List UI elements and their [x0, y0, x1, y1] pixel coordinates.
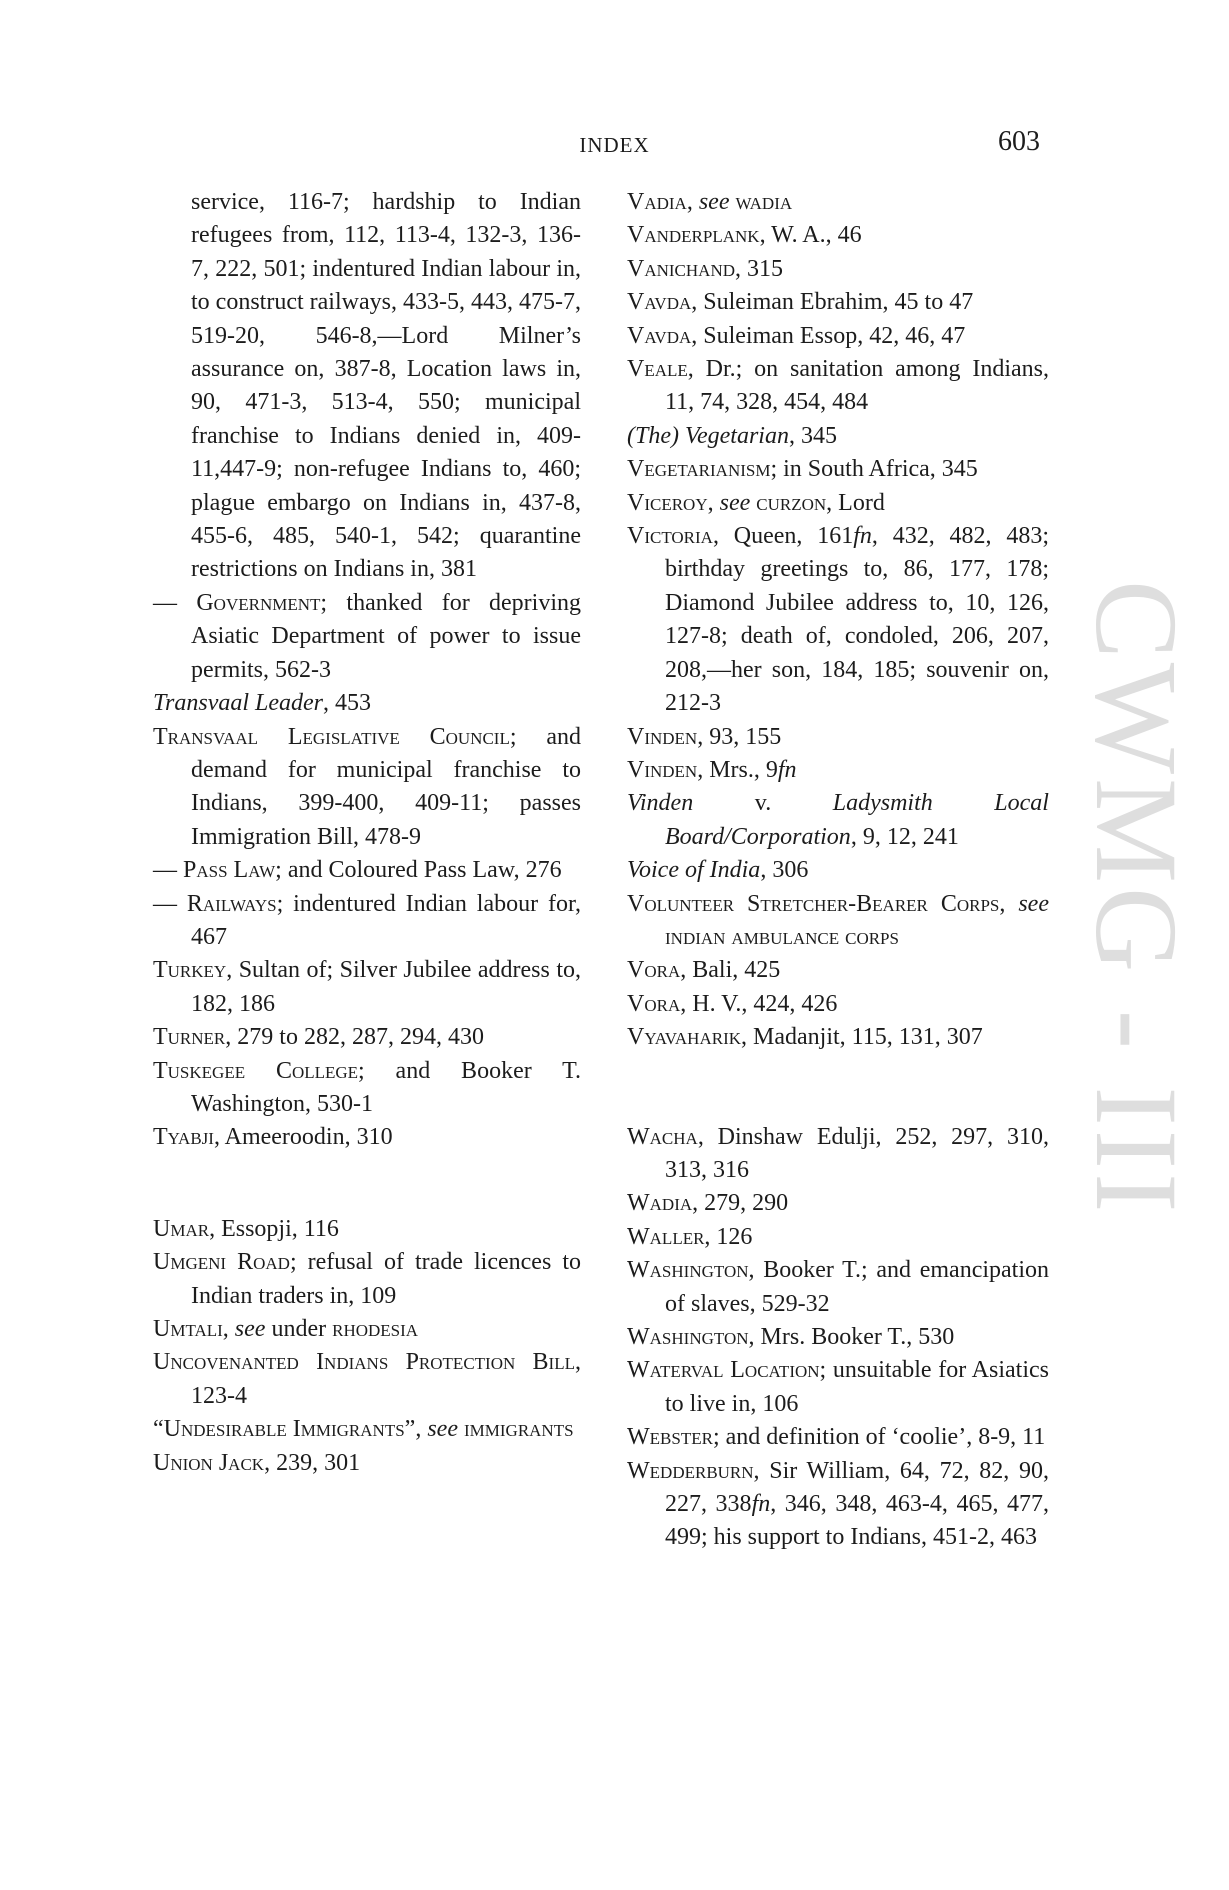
entry-text: , 432, 482, 483; birthday greetings to, 86, 177, 178; Diamond Jubilee address to, 10, 126, 127-8; death of, condoled, 206, 207, 208,—her son, 184, 185; souvenir on, 212-3	[665, 523, 1050, 717]
entry-text: “	[153, 1416, 164, 1443]
entry-heading: Washington	[627, 1324, 749, 1350]
entry-text: , Lord	[826, 489, 885, 516]
entry-italic: (The) Vegetarian	[627, 422, 789, 449]
entry-heading: curzon	[756, 489, 827, 516]
index-entry	[627, 954, 1049, 987]
index-entry	[153, 1246, 581, 1313]
entry-heading: Vora	[627, 990, 681, 1017]
index-entry	[627, 186, 1049, 219]
entry-text: ; and demand for municipal franchise to Indians, 399-400, 409-11; passes Immigration Bill, 478-9	[191, 723, 581, 850]
index-entry	[627, 286, 1049, 319]
index-entry	[627, 1455, 1049, 1555]
page-number: 603	[998, 126, 1040, 157]
entry-heading: Umgeni Road	[153, 1249, 290, 1276]
index-entry	[627, 854, 1049, 887]
entry-heading: indian ambulance corps	[665, 923, 899, 950]
entry-heading: Vinden	[627, 756, 698, 783]
entry-heading: Veale	[627, 356, 688, 383]
entry-heading: wadia	[735, 189, 793, 215]
index-entry	[627, 754, 1049, 787]
entry-heading: immigrants	[463, 1416, 574, 1443]
index-entry	[627, 1187, 1049, 1220]
index-entry	[627, 453, 1049, 486]
entry-heading: Vavda	[627, 322, 692, 349]
entry-heading: Waller	[627, 1223, 705, 1250]
index-entry	[627, 988, 1049, 1021]
index-entry	[153, 1055, 581, 1122]
entry-text: v.	[693, 790, 833, 817]
entry-heading: Turkey	[153, 957, 227, 984]
index-entry	[153, 954, 581, 1021]
index-entry	[153, 1021, 581, 1054]
entry-text: , Bali, 425	[680, 957, 781, 984]
entry-heading: Vanderplank	[627, 222, 760, 249]
entry-text: , 126	[704, 1223, 753, 1250]
index-column-left	[153, 186, 581, 1480]
entry-text: ”,	[404, 1416, 428, 1443]
index-entry	[153, 1121, 581, 1154]
entry-text: ; and definition of ‘coolie’, 8-9, 11	[712, 1424, 1046, 1451]
entry-text: service, 116-7; hardship to Indian refugees from, 112, 113-4, 132-3, 136-7, 222, 501; indentured Indian labour in, to construct railways, 433-5, 443, 475-7, 519-20, 546-8,—Lord Milner’s assurance on, 387-8, Location laws in, 90, 471-3, 513-4, 550; municipal franchise to Indians denied in, 409-11,447-9; non-refugee Indians to, 460; plague embargo on Indians in, 437-8, 455-6, 485, 540-1, 542; quarantine restrictions on Indians in, 381	[191, 189, 581, 583]
index-entry	[627, 487, 1049, 520]
entry-italic: see	[698, 189, 730, 215]
entry-text: , Booker T.; and emancipation of slaves, 529-32	[665, 1257, 1049, 1317]
entry-heading: Webster	[627, 1424, 713, 1451]
entry-heading: rhodesia	[332, 1316, 419, 1342]
index-entry	[627, 520, 1049, 720]
entry-text: —	[153, 589, 197, 616]
entry-text: , 279, 290	[692, 1190, 789, 1217]
entry-italic: see	[719, 489, 751, 516]
entry-italic: see	[427, 1416, 458, 1443]
index-subentry	[153, 587, 581, 687]
entry-heading: Waterval Location	[627, 1357, 820, 1384]
entry-heading: Undesirable Immigrants	[163, 1416, 405, 1443]
entry-text: , Suleiman Ebrahim, 45 to 47	[691, 289, 974, 316]
entry-text: ,	[686, 189, 699, 215]
entry-text: , Dinshaw Edulji, 252, 297, 310, 313, 316	[665, 1123, 1049, 1183]
index-entry	[627, 219, 1049, 252]
entry-text: —	[153, 890, 187, 917]
entry-heading: Wedderburn	[627, 1457, 754, 1484]
entry-text: , Suleiman Essop, 42, 46, 47	[691, 322, 966, 349]
index-entry	[153, 721, 581, 855]
entry-text: ; refusal of trade licences to Indian traders in, 109	[191, 1249, 582, 1309]
index-entry	[153, 1346, 581, 1413]
index-entry	[627, 1021, 1049, 1054]
entry-text: ; thanked for depriving Asiatic Department of power to issue permits, 562-3	[191, 589, 582, 683]
index-entry	[153, 186, 581, 587]
index-entry	[627, 1221, 1049, 1254]
index-entry	[153, 1213, 581, 1246]
index-column-right	[627, 186, 1049, 1555]
index-entry	[627, 1354, 1049, 1421]
entry-text: , 9, 12, 241	[850, 823, 959, 850]
entry-heading: Volunteer Stretcher-Bearer Corps	[627, 890, 1000, 917]
index-entry	[627, 253, 1049, 286]
entry-text: ; and Booker T. Washington, 530-1	[191, 1057, 581, 1117]
entry-text: ; and Coloured Pass Law, 276	[275, 857, 562, 884]
entry-heading: Umtali	[153, 1316, 223, 1342]
entry-text: , 346, 348, 463-4, 465, 477, 499; his support to Indians, 451-2, 463	[665, 1491, 1049, 1551]
index-entry	[627, 1121, 1049, 1188]
entry-heading: Turner	[153, 1024, 226, 1051]
entry-text: , 306	[760, 857, 809, 884]
index-entry	[627, 420, 1049, 453]
entry-text: , Essopji, 116	[209, 1215, 339, 1242]
entry-text: , Mrs. Booker T., 530	[748, 1324, 955, 1350]
entry-text: ,	[999, 890, 1019, 917]
index-subentry	[153, 888, 581, 955]
entry-text: , Queen, 161	[712, 523, 854, 550]
entry-text: , Sultan of; Silver Jubilee address to, 182, 186	[191, 957, 581, 1017]
index-entry	[627, 888, 1049, 955]
entry-text: , 279 to 282, 287, 294, 430	[225, 1024, 484, 1051]
entry-italic: Ladysmith Local Board/Corporation	[665, 790, 1049, 850]
running-head: INDEX	[579, 133, 650, 157]
section-gap	[153, 1155, 581, 1213]
entry-text: , 93, 155	[697, 723, 782, 750]
index-entry	[153, 1413, 581, 1446]
entry-text: , Madanjit, 115, 131, 307	[741, 1024, 983, 1051]
entry-text: , Dr.; on sanitation among Indians, 11, 74, 328, 454, 484	[665, 356, 1049, 416]
watermark: CWMG - III	[1071, 580, 1202, 1217]
entry-text: , H. V., 424, 426	[680, 990, 838, 1017]
entry-italic: fn	[751, 1491, 771, 1518]
index-entry	[153, 1447, 581, 1480]
entry-heading: Vanichand	[627, 255, 735, 282]
index-entry	[627, 721, 1049, 754]
entry-heading: Pass Law	[183, 857, 276, 884]
entry-text: , 315	[735, 255, 783, 282]
entry-italic: Vinden	[627, 790, 694, 817]
entry-heading: Tuskegee College	[153, 1057, 359, 1084]
entry-heading: Union Jack	[153, 1449, 265, 1476]
entry-text: ,	[707, 489, 720, 516]
entry-heading: Wacha	[627, 1123, 698, 1150]
entry-text: ; in South Africa, 345	[770, 456, 978, 483]
entry-italic: fn	[853, 523, 872, 550]
entry-text: , Ameeroodin, 310	[213, 1124, 393, 1151]
entry-italic: Transvaal Leader	[153, 690, 324, 717]
index-entry	[627, 1321, 1049, 1354]
entry-heading: Tyabji	[153, 1124, 214, 1151]
entry-text: , Sir William, 64, 72, 82, 90, 227, 338	[665, 1457, 1049, 1518]
entry-heading: Vora	[627, 957, 681, 984]
entry-italic: Voice of India	[627, 857, 761, 884]
section-gap	[627, 1055, 1049, 1121]
entry-text: under	[265, 1316, 333, 1342]
entry-text: , Mrs., 9	[697, 756, 778, 783]
entry-heading: Wadia	[627, 1190, 693, 1217]
entry-text: ,	[222, 1316, 235, 1342]
entry-text: , 345	[788, 422, 837, 449]
entry-italic: fn	[777, 756, 797, 783]
entry-text: ; unsuitable for Asiatics to live in, 106	[665, 1357, 1049, 1417]
entry-heading: Transvaal Legislative Council	[153, 723, 510, 750]
index-entry	[153, 687, 581, 720]
index-entry	[627, 320, 1049, 353]
index-entry	[627, 1421, 1049, 1454]
entry-heading: Vavda	[627, 289, 692, 316]
entry-heading: Vegetarianism	[627, 456, 771, 483]
entry-text: , 123-4	[191, 1349, 581, 1409]
entry-text: —	[153, 857, 183, 884]
entry-italic: see	[234, 1316, 266, 1342]
entry-heading: Vyavaharik	[627, 1024, 742, 1051]
index-entry	[153, 1313, 581, 1346]
entry-heading: Viceroy	[627, 489, 708, 516]
entry-heading: Government	[196, 589, 321, 616]
entry-heading: Vadia	[627, 189, 687, 215]
entry-text: , W. A., 46	[759, 222, 862, 249]
entry-text: ; indentured Indian labour for, 467	[191, 890, 581, 950]
index-subentry	[153, 854, 581, 887]
index-entry	[627, 353, 1049, 420]
entry-text: , 239, 301	[264, 1449, 361, 1476]
index-entry	[627, 787, 1049, 854]
entry-heading: Victoria	[627, 523, 713, 550]
entry-heading: Washington	[627, 1257, 749, 1284]
entry-heading: Vinden	[627, 723, 698, 750]
entry-heading: Umar	[153, 1215, 210, 1242]
entry-text: , 453	[323, 690, 372, 717]
entry-heading: Railways	[186, 890, 277, 917]
entry-italic: see	[1018, 890, 1049, 917]
index-entry	[627, 1254, 1049, 1321]
entry-heading: Uncovenanted Indians Protection Bill	[153, 1349, 575, 1376]
